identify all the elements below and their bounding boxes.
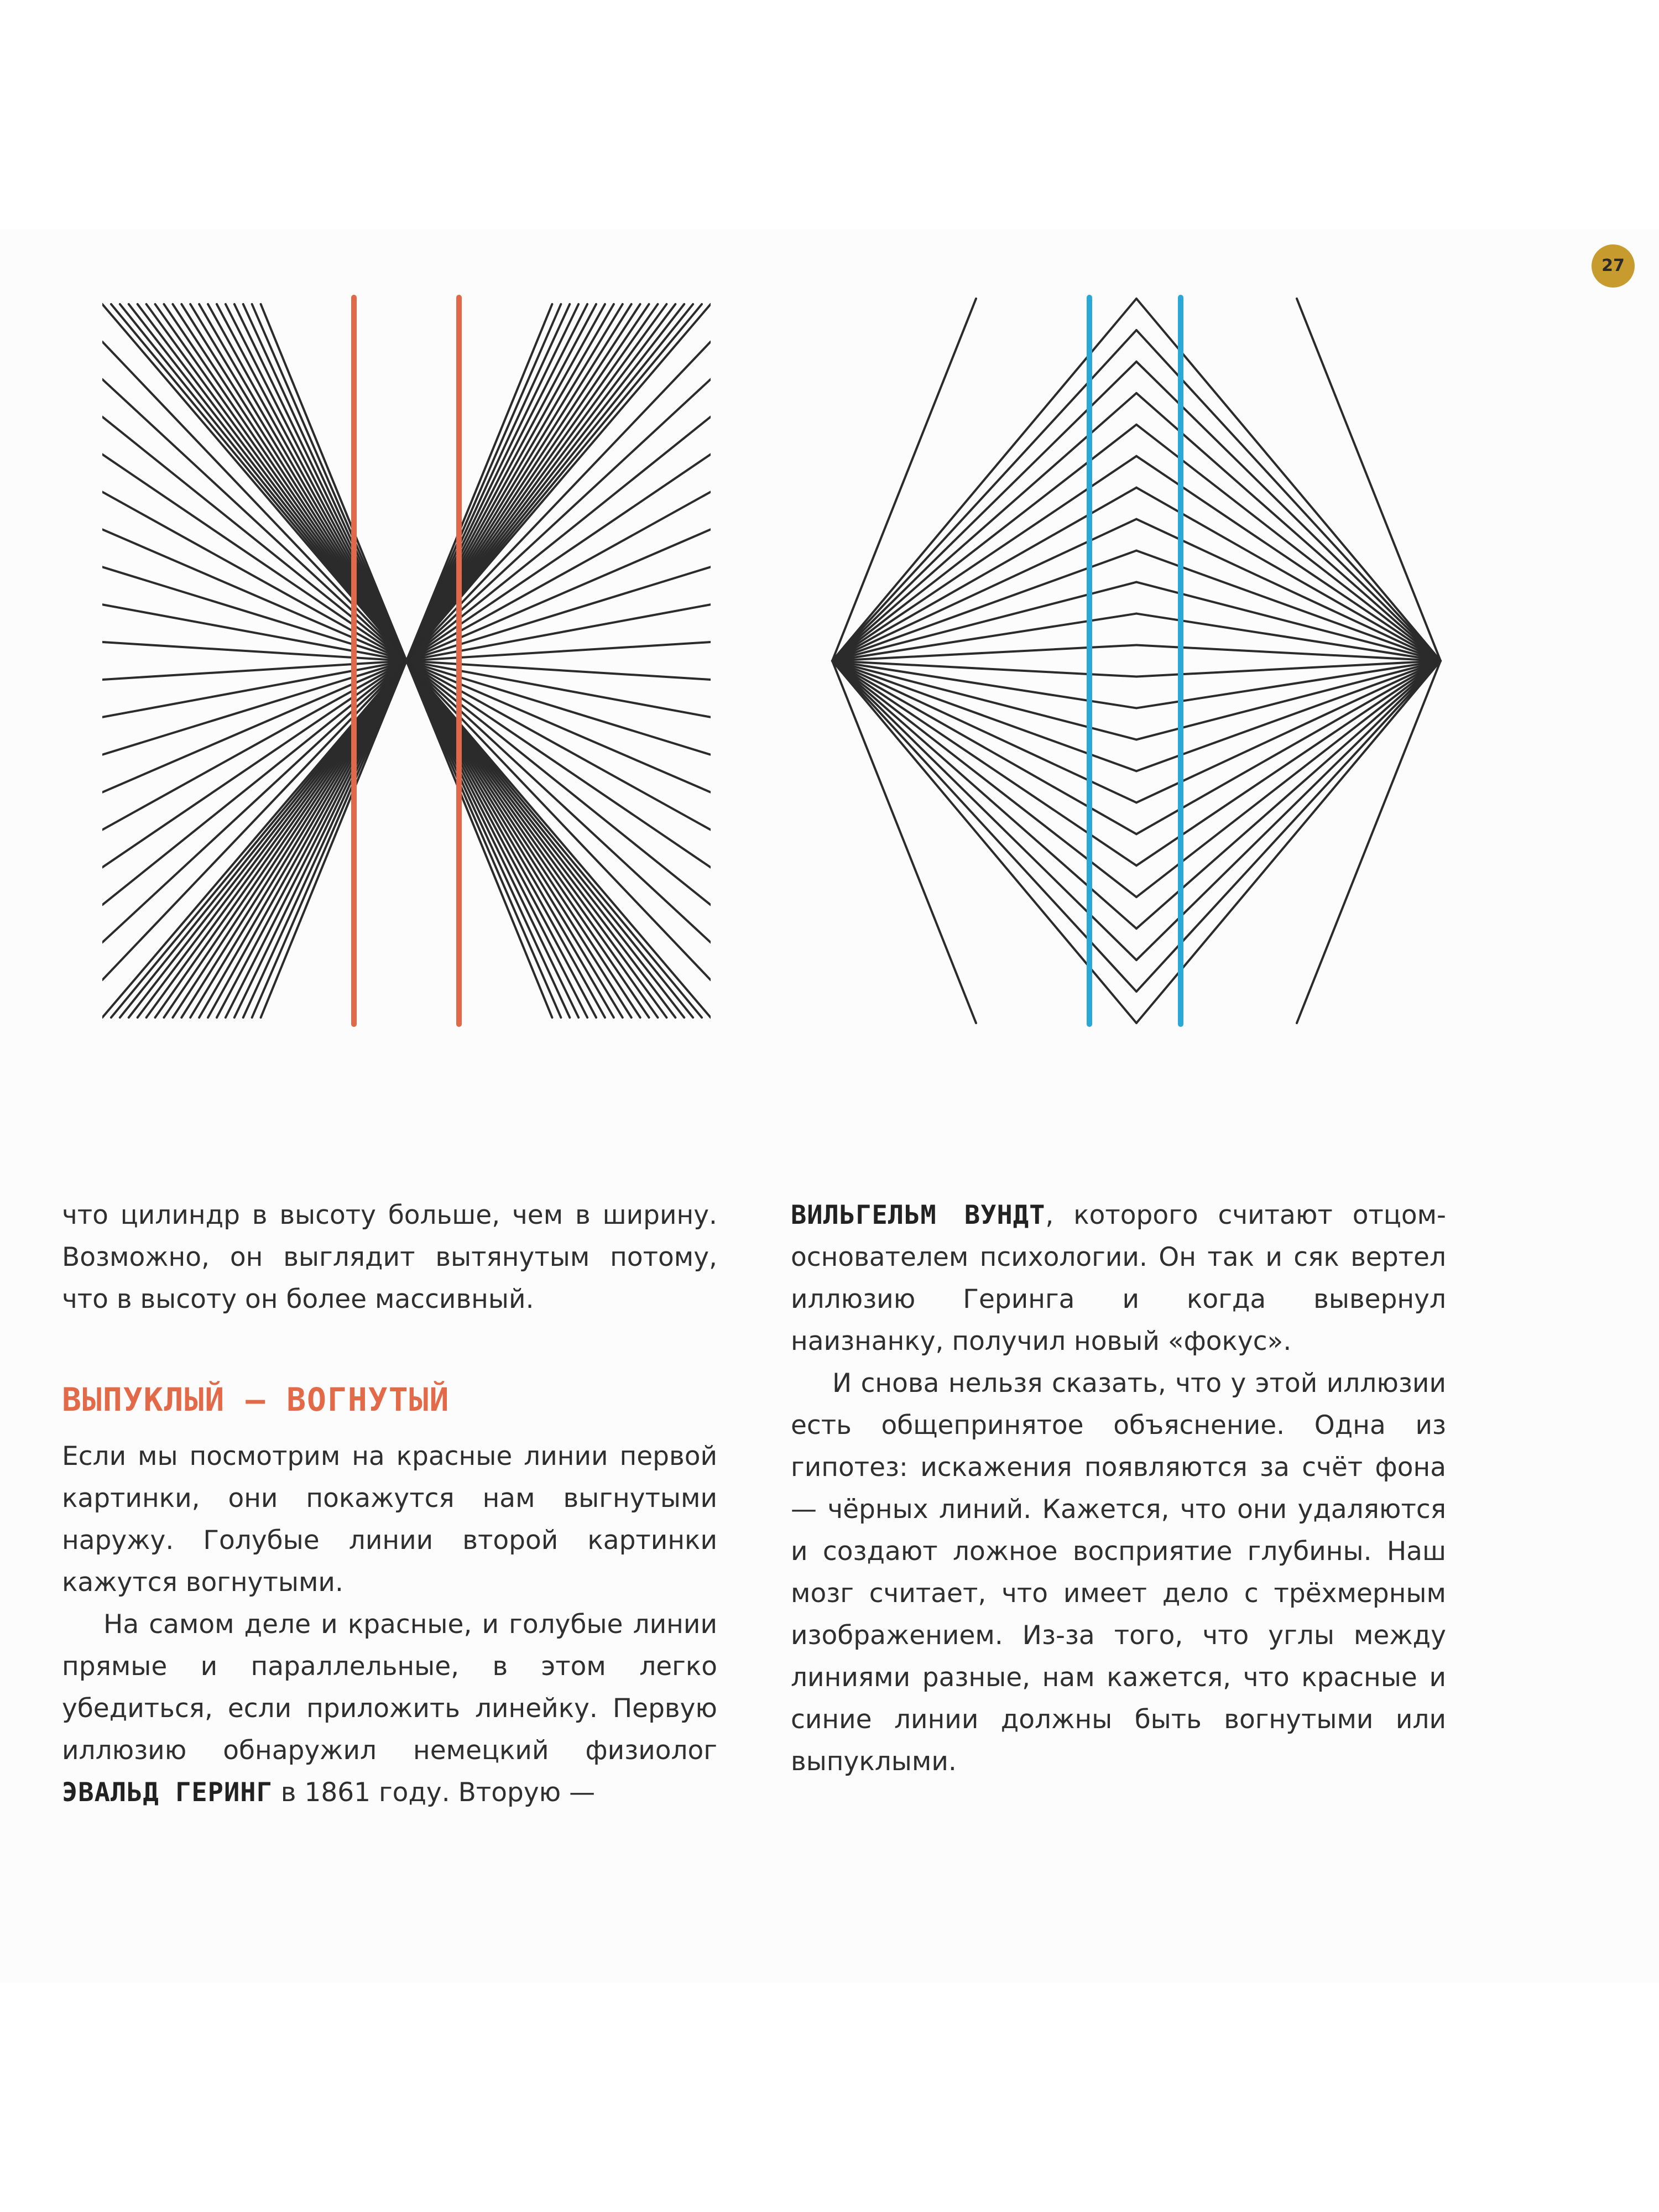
hering-ray	[173, 304, 406, 661]
wundt-edge	[832, 661, 976, 1023]
left-text-column	[62, 1194, 717, 1814]
hering-illusion-svg	[102, 288, 711, 1034]
name-hering: ЭВАЛЬД ГЕРИНГ	[62, 1777, 273, 1808]
wundt-edge	[1297, 299, 1441, 661]
name-wundt: ВИЛЬГЕЛЬМ ВУНДТ	[791, 1200, 1046, 1230]
wundt-illusion-figure	[827, 288, 1446, 1034]
hering-ray	[406, 661, 640, 1018]
paragraph-convex-concave: Если мы посмотрим на красные линии первой картинки, они покажутся нам выгнутыми наружу. Голубые линии второй картинки кажутся вогнутыми.	[62, 1441, 717, 1598]
wundt-edge	[832, 299, 976, 661]
hering-illusion-figure	[102, 288, 711, 1034]
hering-ray	[226, 661, 406, 1018]
hering-ray	[406, 661, 587, 1018]
wundt-edge	[1297, 661, 1441, 1023]
paragraph-wundt-text: , которого считают отцом-основателем психологии. Он так и сяк вертел иллюзию Геринга и когда вывернул наизнанку, получил новый «фокус».	[791, 1200, 1446, 1357]
hering-ray	[190, 661, 406, 1018]
hering-ray	[406, 304, 640, 661]
wundt-illusion-svg	[827, 288, 1446, 1034]
hering-ray	[173, 661, 406, 1018]
hering-ray	[190, 304, 406, 661]
hering-ray	[406, 661, 623, 1018]
paragraph-wundt	[791, 1194, 1446, 1363]
hering-ray	[406, 304, 623, 661]
hering-ray	[226, 304, 406, 661]
right-text-column	[791, 1194, 1446, 1783]
paragraph-explanation: И снова нельзя сказать, что у этой иллюзии есть общепринятое объяснение. Одна из гипотез: искажения появляются за счёт фона — чёрных линий. Кажется, что они удаляются и создают ложное восприятие глубины. Наш мозг считает, что имеет дело с трёхмерным изображением. Из-за того, что углы между линиями разные, нам кажется, что красные и синие линии должны быть вогнутыми или выпуклыми.	[791, 1368, 1446, 1777]
intro-paragraph: что цилиндр в высоту больше, чем в ширину. Возможно, он выглядит вытянутым потому, что в высоту он более массивный.	[62, 1200, 717, 1314]
page-number-badge: 27	[1592, 244, 1635, 288]
section-heading: ВЫПУКЛЫЙ – ВОГНУТЫЙ	[62, 1381, 450, 1418]
paragraph-hering-text-a: На самом деле и красные, и голубые линии прямые и параллельные, в этом легко убедиться, если приложить линейку. Первую иллюзию обнаружил немецкий физиолог	[62, 1609, 717, 1766]
paragraph-hering	[62, 1604, 717, 1814]
paragraph-hering-text-b: в 1861 году. Вторую —	[272, 1777, 596, 1808]
hering-ray	[406, 304, 587, 661]
